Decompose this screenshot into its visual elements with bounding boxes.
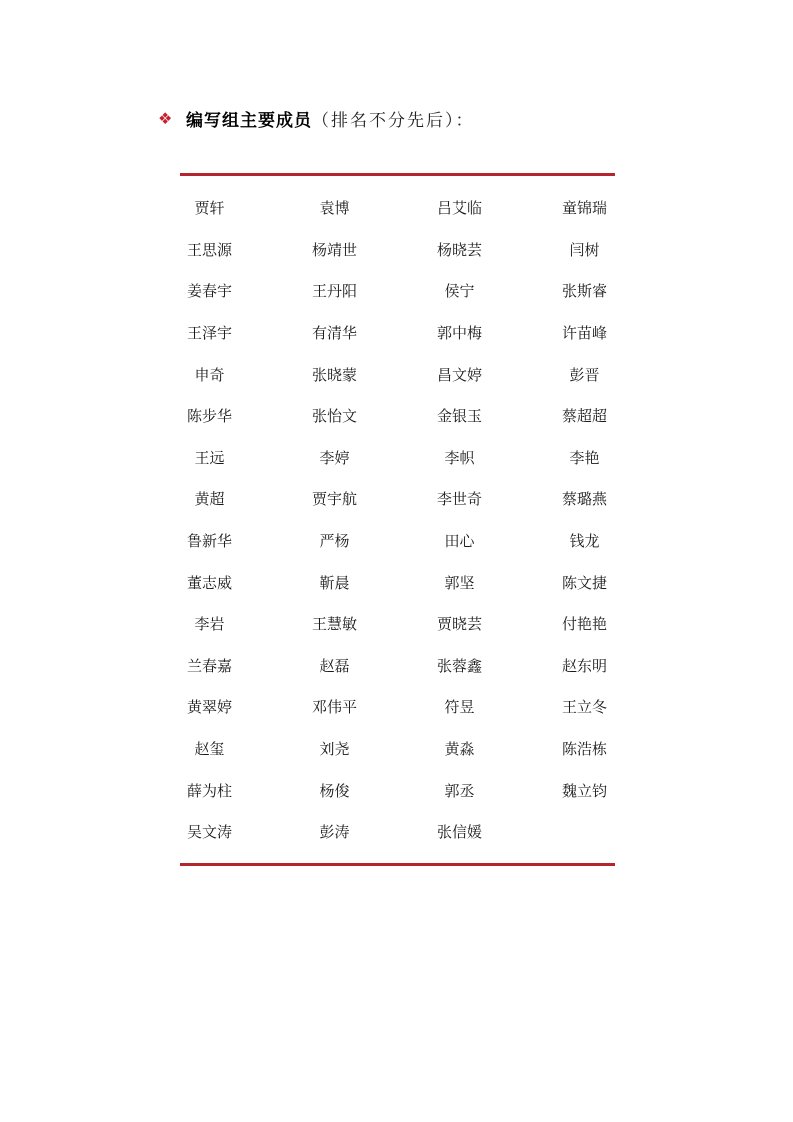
- member-name: 田心: [444, 532, 475, 551]
- member-name: 赵玺: [194, 740, 225, 759]
- member-name: 董志威: [186, 573, 232, 592]
- member-name: 郭中梅: [436, 324, 482, 343]
- member-name: 靳晨: [319, 573, 350, 592]
- member-name: 彭涛: [319, 823, 350, 842]
- member-name: 王远: [194, 448, 225, 467]
- top-divider: [180, 173, 615, 176]
- member-name: 黄淼: [444, 740, 475, 759]
- member-name: 薛为柱: [186, 781, 232, 800]
- member-name: 李帜: [444, 448, 475, 467]
- member-name: 杨靖世: [311, 240, 357, 259]
- member-name: 许苗峰: [561, 324, 607, 343]
- member-name: 王立冬: [561, 698, 607, 717]
- member-name: 姜春宇: [186, 282, 232, 301]
- member-name: 吕艾临: [436, 199, 482, 218]
- member-name: 黄超: [194, 490, 225, 509]
- member-name: 李艳: [569, 448, 600, 467]
- member-name: 郭丞: [444, 781, 475, 800]
- member-name: 王慧敏: [311, 615, 357, 634]
- member-name-grid: [147, 187, 647, 853]
- heading-note: （排名不分先后）：: [312, 110, 475, 131]
- member-name: 张蓉鑫: [436, 656, 482, 675]
- member-name: 申奇: [194, 365, 225, 384]
- member-name: 有清华: [311, 324, 357, 343]
- member-name: 贾晓芸: [436, 615, 482, 634]
- member-name: 兰春嘉: [186, 656, 232, 675]
- member-name: 严杨: [319, 532, 350, 551]
- member-name: 陈文捷: [561, 573, 607, 592]
- member-name: 吴文涛: [186, 823, 232, 842]
- member-name: 蔡超超: [561, 407, 607, 426]
- member-name: 贾轩: [194, 199, 225, 218]
- diamond-bullet-icon: ❖: [158, 108, 173, 128]
- member-name: 赵磊: [319, 656, 350, 675]
- member-name: 邓伟平: [311, 698, 357, 717]
- section-heading: [158, 104, 475, 132]
- member-name: 张斯睿: [561, 282, 607, 301]
- member-name: 李岩: [194, 615, 225, 634]
- member-name: 王泽宇: [186, 324, 232, 343]
- member-name: 魏立钧: [561, 781, 607, 800]
- member-name: 彭晋: [569, 365, 600, 384]
- member-name: 付艳艳: [561, 615, 607, 634]
- member-name: 闫树: [569, 240, 600, 259]
- heading-title: 编写组主要成员: [186, 110, 312, 131]
- member-name: 郭坚: [444, 573, 475, 592]
- member-name: 昌文婷: [436, 365, 482, 384]
- member-name: 蔡璐燕: [561, 490, 607, 509]
- member-name: 黄翠婷: [186, 698, 232, 717]
- member-name: 金银玉: [436, 407, 482, 426]
- member-name: 童锦瑞: [561, 199, 607, 218]
- member-name: 刘尧: [319, 740, 350, 759]
- member-name: 赵东明: [561, 656, 607, 675]
- member-name: 侯宁: [444, 282, 475, 301]
- member-name: 袁博: [319, 199, 350, 218]
- member-name: 杨俊: [319, 781, 350, 800]
- member-name: 王丹阳: [311, 282, 357, 301]
- member-name: 李世奇: [436, 490, 482, 509]
- member-name: 张怡文: [311, 407, 357, 426]
- member-name: 符昱: [444, 698, 475, 717]
- member-name: 鲁新华: [186, 532, 232, 551]
- member-name: 王思源: [186, 240, 232, 259]
- member-name: 张晓蒙: [311, 365, 357, 384]
- member-name: 贾宇航: [311, 490, 357, 509]
- member-name: 李婷: [319, 448, 350, 467]
- member-name: 陈步华: [186, 407, 232, 426]
- bottom-divider: [180, 863, 615, 866]
- member-name: 杨晓芸: [436, 240, 482, 259]
- member-name: 钱龙: [569, 532, 600, 551]
- member-name: 陈浩栋: [561, 740, 607, 759]
- member-name: 张信媛: [436, 823, 482, 842]
